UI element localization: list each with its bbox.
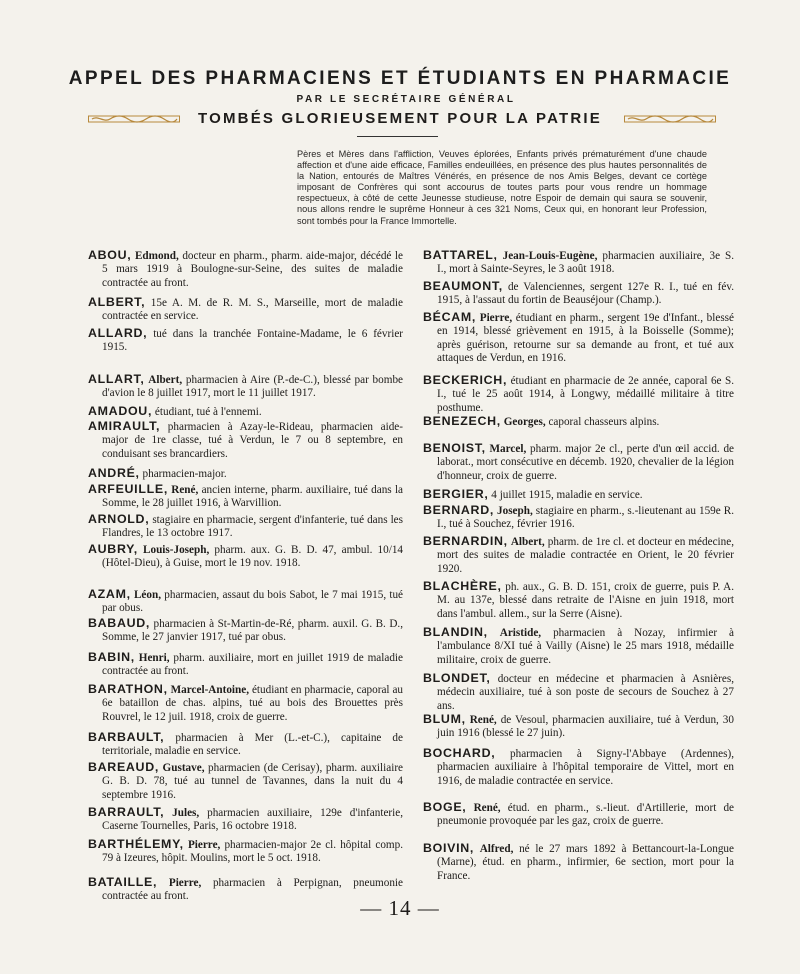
entry-given-name: Henri,	[138, 652, 170, 664]
ornament-right-icon	[624, 114, 716, 124]
list-item	[88, 513, 403, 541]
list-item	[88, 327, 403, 355]
entry-details: 15e A. M. de R. M. S., Marseille, mort de maladie contractée en service.	[102, 297, 403, 323]
entry-given-name: Alfred,	[479, 843, 514, 855]
entry-details: docteur en médecine et pharmacien à Asnières, médecin auxiliaire, tué à son poste de secours de Souchez à 27 ans.	[437, 673, 735, 712]
list-item	[88, 731, 403, 759]
entry-details: pharmacien à Signy-l'Abbaye (Ardennes), pharmacien auxiliaire à l'hôpital temporaire de Vittel, mort en 1916, de maladie contractée en service.	[437, 748, 734, 787]
list-item	[423, 280, 734, 308]
entry-details: pharmacien à St-Martin-de-Ré, pharm. auxil. G. B. D., Somme, le 27 janvier 1917, tué par obus.	[102, 618, 403, 644]
list-item	[88, 588, 403, 616]
list-item	[423, 842, 734, 883]
entry-given-name: Pierre,	[168, 877, 202, 889]
list-item	[88, 483, 403, 511]
entry-surname: BENOIST,	[423, 441, 486, 455]
entry-surname: BAREAUD,	[88, 760, 159, 774]
entry-details: ancien interne, pharm. auxiliaire, tué dans la Somme, le 28 juillet 1916, à Warvillion.	[102, 484, 404, 510]
list-item	[423, 535, 734, 576]
entry-details: stagiaire en pharmacie, sergent d'infanterie, tué dans les Flandres, le 13 octobre 1917.	[102, 514, 403, 540]
list-item	[423, 442, 734, 483]
entry-surname: ALLARD,	[88, 326, 148, 340]
list-item	[423, 374, 734, 415]
entry-surname: BOIVIN,	[423, 841, 475, 855]
entry-surname: ALLART,	[88, 372, 145, 386]
entry-surname: BARTHÉLEMY,	[88, 837, 184, 851]
entry-surname: BARBAULT,	[88, 730, 165, 744]
list-item	[423, 672, 734, 713]
entry-surname: BABIN,	[88, 650, 135, 664]
list-item	[88, 296, 403, 324]
entry-details: stagiaire en pharm., s.-lieutenant au 159e R. I., tué à Souchez, février 1916.	[437, 505, 735, 531]
entry-surname: BECKERICH,	[423, 373, 508, 387]
entry-details: étudiant en pharmacie de 2e année, caporal 6e S. I., tué le 25 août 1914, à Longwy, médaillé militaire à titre posthume.	[437, 375, 734, 414]
entry-surname: ARFEUILLE,	[88, 482, 168, 496]
page-subtitle-secondary: TOMBÉS GLORIEUSEMENT POUR LA PATRIE	[198, 110, 602, 127]
list-item	[423, 801, 734, 829]
entry-surname: AMIRAULT,	[88, 419, 161, 433]
entry-given-name: Pierre,	[187, 839, 221, 851]
page-subtitle: PAR LE SECRÉTAIRE GÉNÉRAL	[296, 94, 516, 105]
list-item	[88, 467, 403, 481]
entry-surname: BLANDIN,	[423, 625, 488, 639]
page-title: APPEL DES PHARMACIENS ET ÉTUDIANTS EN PHARMACIE	[68, 68, 732, 89]
entry-details: pharmacien (de Cerisay), pharm. auxiliaire G. B. D. 78, tué au tunnel de Tavannes, dans la nuit du 4 septembre 1916.	[102, 762, 404, 801]
list-item	[423, 626, 734, 667]
list-item	[88, 651, 403, 679]
entry-details: pharmacien à Nozay, infirmier à l'ambulance 8/XI tué à Vailly (Aisne) le 25 mars 1918, médaille militaire, croix de guerre.	[437, 627, 735, 666]
entry-surname: ANDRÉ,	[88, 466, 140, 480]
entry-surname: ALBERT,	[88, 295, 146, 309]
entry-details: pharmacien à Azay-le-Rideau, pharmacien aide-major de 1re classe, tué à Verdun, le 7 ou 8 septembre, en conduisant ses brancardiers.	[102, 421, 404, 460]
list-item	[423, 504, 734, 532]
entry-surname: BERGIER,	[423, 487, 489, 501]
entry-details: étudiant en pharmacie, caporal au 6e bataillon de chas. alpins, tué au bois des Brouettes près Rouvrel, le 12 juil. 1918, croix de guerre.	[102, 684, 403, 723]
entry-surname: AZAM,	[88, 587, 131, 601]
list-item	[88, 373, 403, 401]
entry-given-name: Marcel,	[489, 443, 527, 455]
list-item	[88, 405, 403, 419]
list-item	[423, 311, 734, 366]
entry-surname: BERNARDIN,	[423, 534, 508, 548]
entry-surname: AMADOU,	[88, 404, 153, 418]
title-rule	[357, 136, 438, 137]
list-item	[88, 683, 403, 724]
entry-surname: BENEZECH,	[423, 414, 501, 428]
entry-given-name: Edmond,	[134, 250, 179, 262]
entry-given-name: Louis-Joseph,	[143, 544, 210, 556]
entry-details: de Vesoul, pharmacien auxiliaire, tué à Verdun, 30 juin 1916 (blessé le 27 juin).	[437, 714, 734, 740]
entry-surname: BEAUMONT,	[423, 279, 503, 293]
list-item	[88, 617, 403, 645]
entry-given-name: Albert,	[510, 536, 545, 548]
entry-given-name: Aristide,	[499, 627, 542, 639]
entry-surname: BABAUD,	[88, 616, 151, 630]
entry-details: pharm. aux. G. B. D. 47, ambul. 10/14 (Hôtel-Dieu), à Guise, mort le 19 nov. 1918.	[102, 544, 404, 570]
entry-details: caporal chasseurs alpins.	[548, 416, 660, 428]
entry-given-name: Jean-Louis-Eugène,	[502, 250, 598, 262]
list-item	[423, 713, 734, 741]
entry-given-name: Pierre,	[479, 312, 513, 324]
entry-surname: BLACHÈRE,	[423, 579, 502, 593]
entry-surname: AUBRY,	[88, 542, 138, 556]
entry-details: pharmacien-major.	[142, 468, 227, 480]
entry-given-name: René,	[473, 802, 501, 814]
entry-surname: ARNOLD,	[88, 512, 150, 526]
entry-surname: ABOU,	[88, 248, 132, 262]
entry-details: pharm. de 1re cl. et docteur en médecine, mort des suites de maladie contractée en Orient, le 20 février 1920.	[437, 536, 734, 575]
page-number: — 14 —	[360, 896, 440, 920]
entry-details: étudiant en pharm., sergent 19e d'Infant., blessé en 1914, blessé grièvement en 1915, à la Boisselle (Somme); après guérison, retourne sur sa demande au front, et tué aux attaques de Verdun, en 1916.	[437, 312, 734, 365]
entry-surname: BLONDET,	[423, 671, 491, 685]
entry-details: ph. aux., G. B. D. 151, croix de guerre, puis P. A. M. au 137e, blessé dans retraite de l'Aisne en juin 1918, mort dans l'ambul. allem., sur la Serre (Aisne).	[437, 581, 734, 620]
entry-given-name: Georges,	[503, 416, 546, 428]
list-item	[88, 806, 403, 834]
list-item	[423, 747, 734, 788]
entry-surname: BÉCAM,	[423, 310, 477, 324]
list-item	[88, 761, 403, 802]
entry-details: pharmacien auxiliaire, 129e d'infanterie, Caserne Tournelles, Paris, 16 octobre 1918.	[102, 807, 404, 833]
list-item	[88, 420, 403, 461]
list-item	[88, 249, 403, 290]
entry-surname: BOCHARD,	[423, 746, 496, 760]
list-item	[423, 249, 734, 277]
intro-paragraph: Pères et Mères dans l'affliction, Veuves éplorées, Enfants privés prématurément d'une chaude affection et d'une aide efficace, Familles endeuillées, en présence des plus hautes personnalités de la Nation, entourés de Maîtres Vénérés, en présence de nos Amis Belges, devant ce cortège imposant de Confrères qui sont accourus de toutes parts pour vous rendre un hommage respectueux, à côté de cette Jeunesse studieuse, notre Espoir de demain qui saura se souvenir, nous allons rendre le suprême Honneur à ces 321 Noms, Ceux qui, en honorant leur Profession, sont tombés pour la France Immortelle.	[297, 149, 707, 226]
entry-details: étud. en pharm., s.-lieut. d'Artillerie, mort de pneumonie provoquée par les gaz, croix de guerre.	[437, 802, 735, 828]
entry-details: étudiant, tué à l'ennemi.	[154, 406, 262, 418]
entry-details: pharm. auxiliaire, mort en juillet 1919 de maladie contractée au front.	[102, 652, 404, 678]
entry-given-name: Gustave,	[162, 762, 205, 774]
entry-given-name: Joseph,	[497, 505, 533, 517]
entry-given-name: René,	[469, 714, 497, 726]
entry-surname: BATAILLE,	[88, 875, 158, 889]
entry-details: né le 27 mars 1892 à Bettancourt-la-Longue (Marne), étud. en pharm., infirmier, 6e section, mort pour la France.	[437, 843, 734, 882]
list-item	[423, 580, 734, 621]
entry-details: pharmacien à Mer (L.-et-C.), capitaine de territoriale, maladie en service.	[102, 732, 403, 758]
entry-surname: BOGE,	[423, 800, 467, 814]
entry-details: de Valenciennes, sergent 127e R. I., tué en fév. 1915, à l'assaut du fortin de Beauséjour (Champ.).	[437, 281, 734, 307]
entry-given-name: Léon,	[133, 589, 162, 601]
entry-details: pharmacien auxiliaire, 3e S. I., mort à Sainte-Seyres, le 3 août 1918.	[437, 250, 735, 276]
entry-surname: BATTAREL,	[423, 248, 498, 262]
entry-details: pharmacien à Perpignan, pneumonie contractée au front.	[102, 877, 404, 903]
entry-surname: BERNARD,	[423, 503, 494, 517]
entry-details: tué dans la tranchée Fontaine-Madame, le 6 février 1915.	[102, 328, 404, 354]
entry-surname: BLUM,	[423, 712, 466, 726]
list-item	[423, 415, 734, 429]
entry-given-name: René,	[171, 484, 199, 496]
entry-surname: BARATHON,	[88, 682, 168, 696]
entry-surname: BARRAULT,	[88, 805, 165, 819]
entry-details: pharmacien, assaut du bois Sabot, le 7 mai 1915, tué par obus.	[102, 589, 404, 615]
entry-details: pharmacien à Aire (P.-de-C.), blessé par bombe d'avion le 8 juillet 1917, mort le 11 juillet 1917.	[102, 374, 404, 400]
entry-given-name: Albert,	[148, 374, 183, 386]
entry-details: 4 juillet 1915, maladie en service.	[491, 489, 643, 501]
entry-details: pharmacien-major 2e cl. hôpital comp. 79 à Izeures, hôpit. Moulins, mort le 5 oct. 1918.	[102, 839, 404, 865]
list-item	[88, 543, 403, 571]
list-item	[423, 488, 734, 502]
list-item	[88, 838, 403, 866]
entry-details: pharm. major 2e cl., perte d'un œil accid. de laborat., mort consécutive en décemb. 1920, chevalier de la légion d'honneur, croix de guerre.	[437, 443, 735, 482]
entry-given-name: Marcel-Antoine,	[170, 684, 250, 696]
entry-given-name: Jules,	[172, 807, 200, 819]
entry-details: docteur en pharm., pharm. aide-major, décédé le 5 mars 1919 à Boulogne-sur-Seine, des suites de maladie contractée au front.	[102, 250, 403, 289]
